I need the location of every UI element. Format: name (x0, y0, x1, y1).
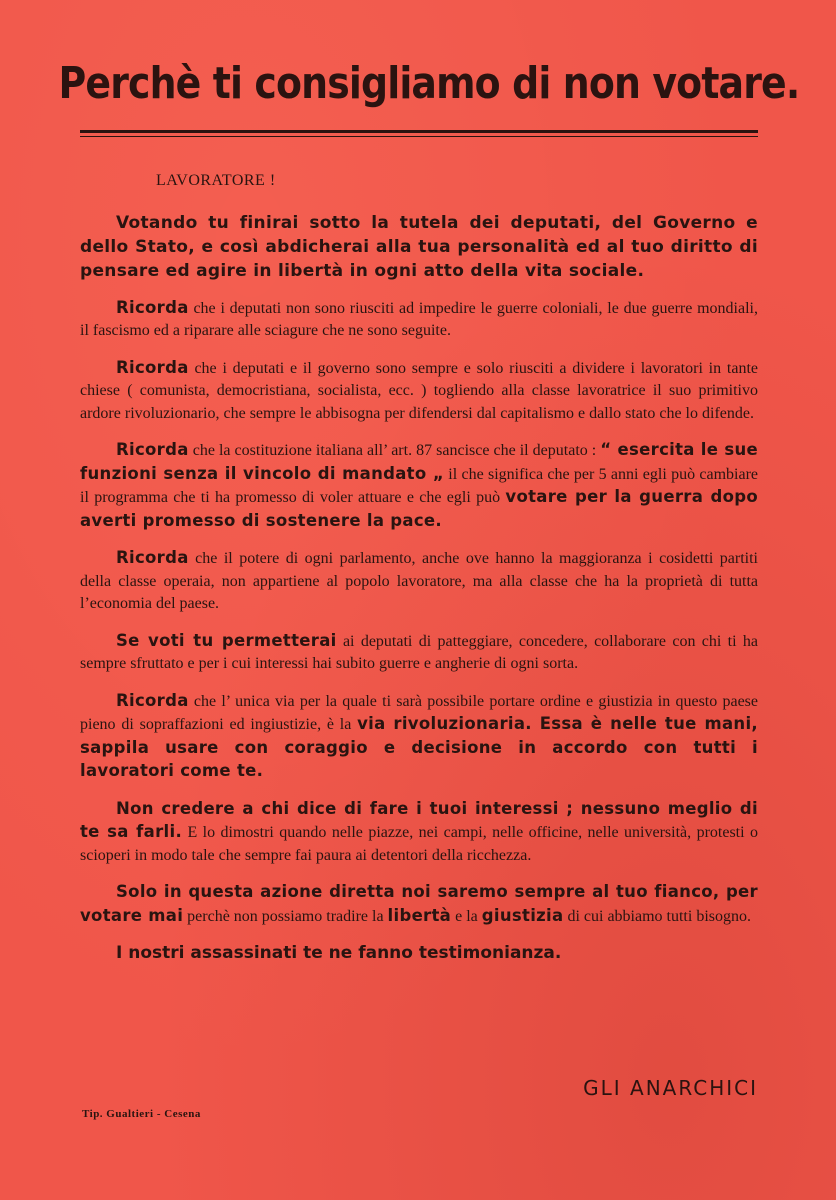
paragraph-text: che la costituzione italiana all’ art. 87 sancisce che il deputato : (188, 442, 601, 459)
poster-body (80, 170, 758, 965)
paragraph-text: il che significa che per 5 anni egli può cambiare il programma che ti ha promesso di voler attuare e che egli può (80, 465, 758, 506)
closing-line: I nostri assassinati te ne fanno testimonianza. (116, 943, 562, 963)
paragraph-3 (80, 357, 758, 426)
paragraph-text: e la (451, 907, 482, 925)
emphasis: Ricorda (116, 297, 189, 317)
paragraph-text: che il potere di ogni parlamento, anche ove hanno la maggioranza i cosidetti partiti della classe operaia, non appartiene al popolo lavoratore, ma alla classe che ha la proprietà di tutta l’economia del paese. (80, 550, 758, 612)
paragraph-text: perchè non possiamo tradire la (183, 907, 388, 925)
title-rule-thin (80, 136, 758, 137)
paragraph-1: Votando tu finirai sotto la tutela dei deputati, del Governo e dello Stato, e così abdicherai alla tua personalità ed al tuo diritto di pensare ed agire in libertà in ogni atto della vita sociale. (80, 212, 758, 281)
emphasis: Ricorda (116, 690, 189, 710)
emphasis: Ricorda (116, 440, 189, 459)
emphasis: votare per la guerra dopo averti promesso di sostenere la pace. (80, 487, 758, 530)
printer-credit: Tip. Gualtieri - Cesena (82, 1108, 201, 1120)
paragraph-7 (80, 690, 758, 784)
poster-title: Perchè ti consigliamo di non votare. (58, 58, 800, 109)
emphasis: via rivoluzionaria. Essa è nelle tue mani, sappila usare con coraggio e decisione in accordo con tutti i lavoratori come te. (80, 714, 758, 780)
paragraph-text: che l’ unica via per la quale ti sarà possibile portare ordine e giustizia in questo paese pieno di sopraffazioni ed ingiustizie, è la (80, 692, 758, 733)
emphasis: Non credere a chi dice di fare i tuoi interessi ; nessuno meglio di te sa farli. (80, 798, 758, 841)
emphasis: giustizia (481, 905, 564, 925)
signature: GLI ANARCHICI (583, 1076, 758, 1100)
paragraph-text: ai deputati di patteggiare, concedere, collaborare con chi ti ha sempre sfruttato e per i cui interessi hai subito guerre e angherie di ogni sorta. (80, 632, 759, 672)
paragraph-6 (80, 630, 758, 676)
paragraph-text: di cui abbiamo tutti bisogno. (563, 907, 751, 925)
paragraph-2 (80, 297, 758, 343)
emphasis: Solo in questa azione diretta noi saremo sempre al tuo fianco, per votare mai (80, 882, 758, 925)
paragraph-5 (80, 547, 758, 616)
paragraph-text: E lo dimostri quando nelle piazze, nei campi, nelle officine, nelle università, protesti o scioperi in modo tale che sempre fai paura ai detentori della ricchezza. (80, 824, 758, 864)
emphasis: Ricorda (116, 548, 189, 567)
emphasis: Se voti tu permetterai (116, 630, 337, 650)
paragraph-4 (80, 439, 758, 533)
paragraph-8 (80, 798, 758, 868)
constitution-quote: “ esercita le sue funzioni senza il vincolo di mandato „ (80, 440, 758, 483)
paragraph-9 (80, 881, 758, 928)
title-rule-thick (80, 130, 758, 133)
greeting: LAVORATORE ! (156, 172, 276, 189)
emphasis: libertà (387, 905, 452, 925)
emphasis: Ricorda (116, 357, 189, 377)
paragraph-text: che i deputati non sono riusciti ad impedire le guerre coloniali, le due guerre mondiali, il fascismo ed a riparare alle sciagure che ne sono seguite. (80, 299, 758, 339)
paragraph-text: che i deputati e il governo sono sempre e solo riusciti a dividere i lavoratori in tante chiese ( comunista, democristiana, socialista, ecc. ) togliendo alla classe lavoratrice il suo primitivo ardore rivoluzionario, che sempre le abbisogna per difendersi dal capitalismo e dallo stato che lo difende. (80, 359, 758, 422)
